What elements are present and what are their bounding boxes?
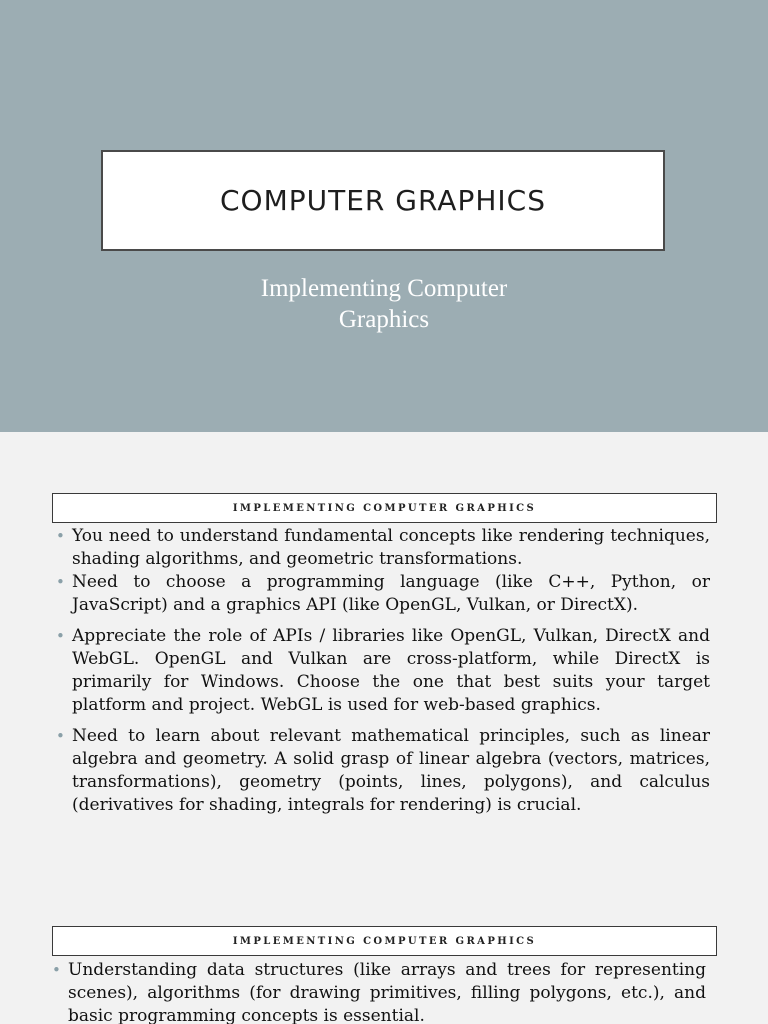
bullet-text: Need to learn about relevant mathematical principles, such as linear algebra and geometry. A solid grasp of linear algebra (vectors, matrices, transformations), geometry (points, lines, polygons), and calculus (derivatives for shading, integrals for rendering) is crucial. bbox=[72, 726, 710, 815]
bullet-text: You need to understand fundamental concepts like rendering techniques, shading algorithms, and geometric transformations. bbox=[72, 526, 710, 569]
title-slide bbox=[0, 0, 768, 432]
list-item bbox=[52, 959, 706, 1024]
section-heading: IMPLEMENTING COMPUTER GRAPHICS bbox=[52, 493, 717, 523]
subtitle-line-1: Implementing Computer bbox=[260, 275, 508, 302]
slide-subtitle bbox=[184, 273, 584, 335]
bullet-dot-icon: • bbox=[56, 527, 65, 545]
list-item bbox=[56, 525, 710, 571]
bullet-dot-icon: • bbox=[52, 961, 61, 979]
list-item bbox=[56, 625, 710, 717]
bullet-dot-icon: • bbox=[56, 727, 65, 745]
content-slide-2 bbox=[0, 866, 768, 1024]
bullet-text: Need to choose a programming language (like C++, Python, or JavaScript) and a graphics API (like OpenGL, Vulkan, or DirectX). bbox=[72, 572, 710, 615]
bullet-list bbox=[56, 525, 710, 817]
content-slide-1 bbox=[0, 432, 768, 866]
title-box bbox=[101, 150, 665, 251]
slide-title: COMPUTER GRAPHICS bbox=[220, 184, 546, 217]
bullet-dot-icon: • bbox=[56, 627, 65, 645]
bullet-text: Understanding data structures (like arrays and trees for representing scenes), algorithms (for drawing primitives, filling polygons, etc.), and basic programming concepts is essential. bbox=[68, 960, 706, 1024]
list-item bbox=[56, 571, 710, 617]
bullet-list bbox=[52, 959, 706, 1024]
bullet-dot-icon: • bbox=[56, 573, 65, 591]
list-item bbox=[56, 725, 710, 817]
bullet-text: Appreciate the role of APIs / libraries like OpenGL, Vulkan, DirectX and WebGL. OpenGL and Vulkan are cross-platform, while DirectX is primarily for Windows. Choose the one that best suits your target platform and project. WebGL is used for web-based graphics. bbox=[72, 626, 710, 715]
section-heading: IMPLEMENTING COMPUTER GRAPHICS bbox=[52, 926, 717, 956]
subtitle-line-2: Graphics bbox=[338, 306, 430, 333]
